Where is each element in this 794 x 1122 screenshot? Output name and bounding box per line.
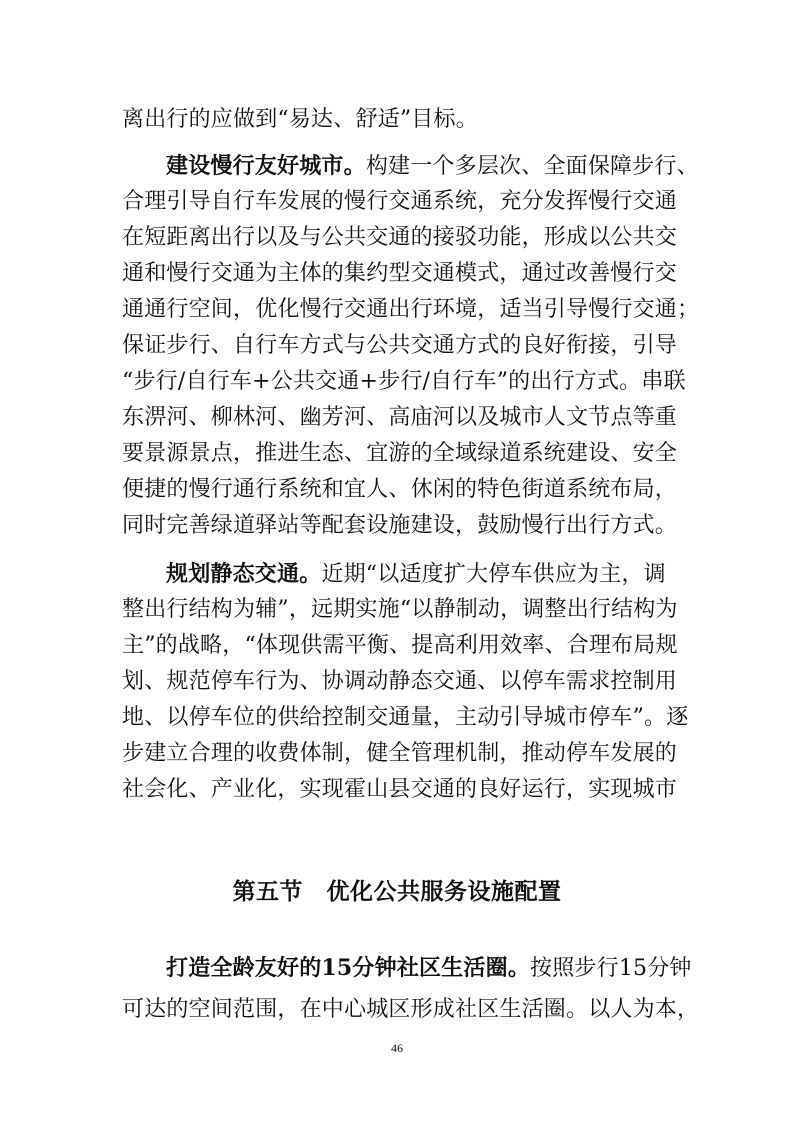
paragraph-3-line-3: 主”的战略，“体现供需平衡、提高利用效率、合理布局规 [122,633,678,658]
paragraph-2-line-7: “步行/自行车+公共交通+步行/自行车”的出行方式。串联 [122,369,686,394]
paragraph-4-line-2: 可达的空间范围，在中心城区形成社区生活圈。以人为本， [122,997,700,1022]
paragraph-2-line-6: 保证步行、自行车方式与公共交通方式的良好衔接，引导 [122,333,678,358]
paragraph-3-line-1-text: 近期“以适度扩大停车供应为主，调 [321,562,666,587]
paragraph-3-line-4: 划、规范停车行为、协调动静态交通、以停车需求控制用 [122,669,678,694]
paragraph-2-line-8: 东淠河、柳林河、幽芳河、高庙河以及城市人文节点等重 [122,405,678,430]
paragraph-3-line-1 [166,554,678,594]
paragraph-1-line-1: 离出行的应做到“易达、舒适”目标。 [122,107,478,132]
page-number: 46 [391,1041,403,1055]
section-heading: 第五节 优化公共服务设施配置 [232,879,562,905]
paragraph-2-line-2: 合理引导自行车发展的慢行交通系统，充分发挥慢行交通 [122,189,678,214]
paragraph-2-line-9: 要景源景点，推进生态、宜游的全域绿道系统建设、安全 [122,441,678,466]
paragraph-2-heading: 建设慢行友好城市。 [166,153,366,179]
paragraph-3-line-2: 整出行结构为辅”，远期实施“以静制动，调整出行结构为 [122,597,678,622]
paragraph-4-line-1 [166,948,692,988]
paragraph-2-line-3: 在短距离出行以及与公共交通的接驳功能，形成以公共交 [122,225,678,250]
paragraph-4-line-1-text: 按照步行15分钟 [530,956,692,981]
paragraph-2-line-11: 同时完善绿道驿站等配套设施建设，鼓励慢行出行方式。 [122,513,678,538]
paragraph-3-line-5: 地、以停车位的供给控制交通量，主动引导城市停车”。逐 [122,705,689,730]
paragraph-4-heading: 打造全龄友好的15分钟社区生活圈。 [166,955,531,981]
paragraph-2-line-1-text: 构建一个多层次、全面保障步行、 [365,154,699,179]
paragraph-3-heading: 规划静态交通。 [166,561,322,587]
paragraph-2-line-1 [166,146,699,186]
paragraph-2-line-4: 通和慢行交通为主体的集约型交通模式，通过改善慢行交 [122,261,678,286]
paragraph-2-line-5: 通通行空间，优化慢行交通出行环境，适当引导慢行交通； [122,297,700,322]
paragraph-3-line-6: 步建立合理的收费体制，健全管理机制，推动停车发展的 [122,741,678,766]
paragraph-3-line-7-visible: 社会化、产业化，实现霍山县交通的良好运行，实现城市 [122,777,678,802]
paragraph-2-line-10: 便捷的慢行通行系统和宜人、休闲的特色街道系统布局， [122,477,678,502]
